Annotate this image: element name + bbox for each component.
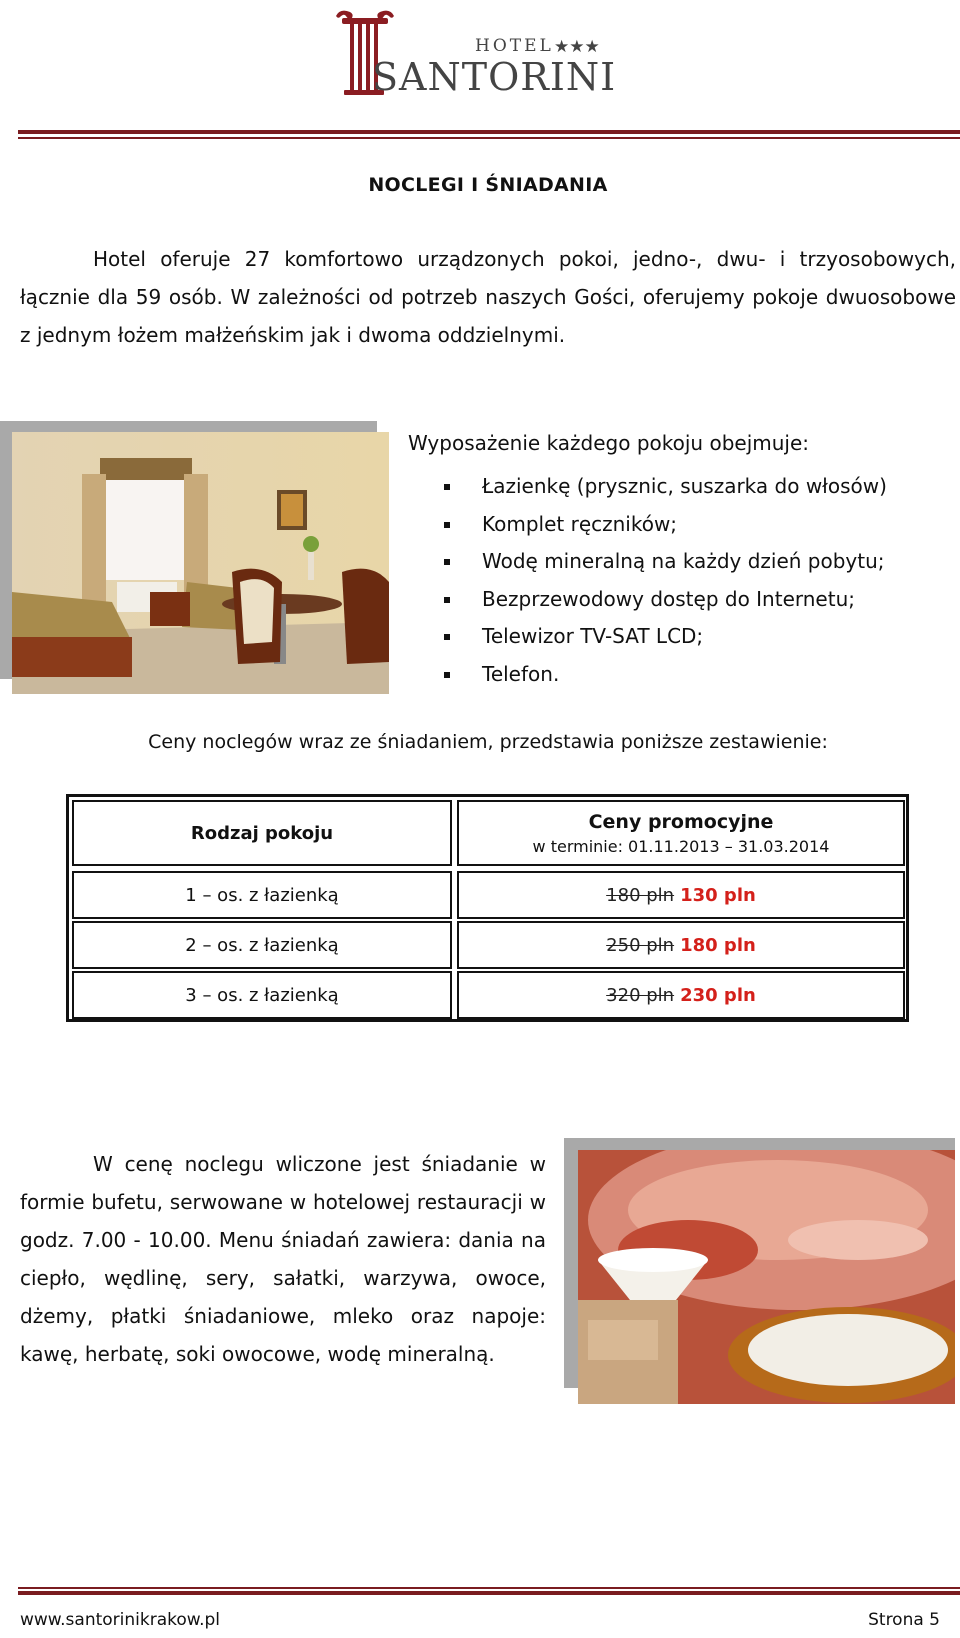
promo-header-title: Ceny promocyjne (588, 810, 774, 833)
price-table (66, 794, 909, 1022)
square-bullet-icon (444, 484, 450, 490)
hotel-room-photo (12, 432, 389, 694)
prices-intro: Ceny noclegów wraz ze śniadaniem, przedstawia poniższe zestawienie: (148, 731, 828, 753)
table-cell-price (457, 921, 905, 969)
new-price: 230 pln (680, 984, 756, 1006)
breakfast-text: W cenę noclegu wliczone jest śniadanie w formie bufetu, serwowane w hotelowej restauracji w godz. 7.00 - 10.00. Menu śniadań zawiera: dania na ciepło, wędlinę, sery, sałatki, warzywa, owoce, dżemy, płatki śniadaniowe, mleko oraz napoje: kawę, herbatę, soki owocowe, wodę mineralną. (20, 1152, 546, 1366)
intro-paragraph (20, 240, 956, 354)
square-bullet-icon (444, 597, 450, 603)
table-header-promo (457, 800, 905, 866)
square-bullet-icon (444, 672, 450, 678)
list-item: Telefon. (440, 656, 887, 694)
new-price: 130 pln (680, 884, 756, 906)
page-title: NOCLEGI I ŚNIADANIA (368, 174, 608, 196)
table-cell-price (457, 871, 905, 919)
old-price: 180 pln (606, 884, 675, 906)
logo-hotel-text: HOTEL (475, 36, 554, 56)
list-item: Łazienkę (prysznic, suszarka do włosów) (440, 468, 887, 506)
table-cell-room: 2 – os. z łazienką (72, 921, 452, 969)
list-item: Bezprzewodowy dostęp do Internetu; (440, 581, 887, 619)
list-item: Komplet ręczników; (440, 506, 887, 544)
footer-rule-thick (18, 1591, 960, 1595)
table-cell-room: 3 – os. z łazienką (72, 971, 452, 1019)
footer-rule-thin (18, 1587, 960, 1589)
logo-stars: ★★★ (554, 37, 600, 57)
header-rule-thin (18, 137, 960, 139)
list-item: Wodę mineralną na każdy dzień pobytu; (440, 543, 887, 581)
footer-website[interactable]: www.santorinikrakow.pl (20, 1610, 221, 1630)
square-bullet-icon (444, 634, 450, 640)
square-bullet-icon (444, 522, 450, 528)
old-price: 250 pln (606, 934, 675, 956)
breakfast-buffet-photo (578, 1150, 955, 1404)
hotel-santorini-logo (330, 6, 630, 101)
header-rule-thick (18, 130, 960, 134)
equipment-list (440, 468, 887, 693)
table-header-room-type: Rodzaj pokoju (72, 800, 452, 866)
equipment-heading: Wyposażenie każdego pokoju obejmuje: (408, 431, 810, 455)
new-price: 180 pln (680, 934, 756, 956)
footer-page-number: Strona 5 (868, 1610, 940, 1630)
list-item: Telewizor TV-SAT LCD; (440, 618, 887, 656)
breakfast-paragraph (20, 1145, 546, 1373)
logo-santorini-text: SANTORINI (372, 55, 617, 99)
promo-header-period: w terminie: 01.11.2013 – 31.03.2014 (532, 836, 830, 856)
intro-text: Hotel oferuje 27 komfortowo urządzonych pokoi, jedno-, dwu- i trzyosobowych, łącznie dla 59 osób. W zależności od potrzeb naszych Gości, oferujemy pokoje dwuosobowe z jednym łożem małżeńskim jak i dwoma oddzielnymi. (20, 247, 956, 347)
table-cell-room: 1 – os. z łazienką (72, 871, 452, 919)
square-bullet-icon (444, 559, 450, 565)
old-price: 320 pln (606, 984, 675, 1006)
table-cell-price (457, 971, 905, 1019)
